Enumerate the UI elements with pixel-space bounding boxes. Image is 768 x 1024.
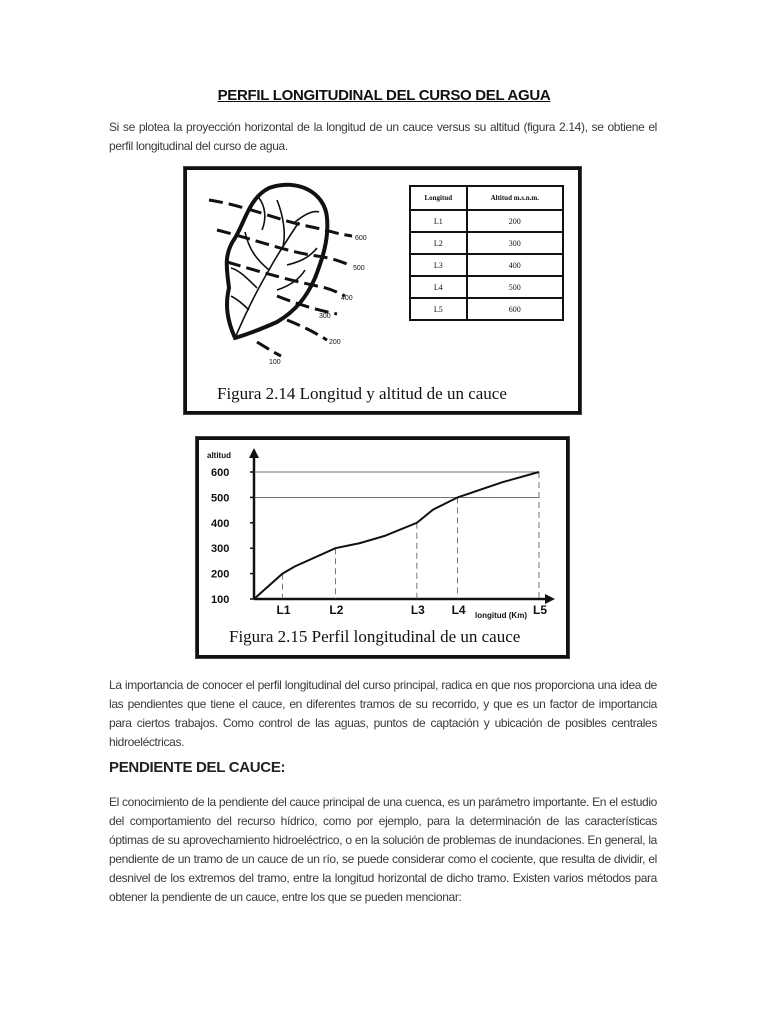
contour-label: 100 (269, 359, 281, 366)
table-cell: 600 (467, 298, 563, 320)
contour-label: 300 (319, 313, 331, 320)
importance-paragraph: La importancia de conocer el perfil longitudinal del curso principal, radica en que nos proporciona una idea de las pendientes que tiene el cauce, en diferentes tramos de su recorrido, y que es un factor de importancia para ciertos trabajos. Como control de las aguas, puntos de captación y ubicación de posibles centrales hidroeléctricas. (109, 678, 657, 749)
contour-label: 200 (329, 339, 341, 346)
table-row (410, 210, 563, 232)
section-heading: PENDIENTE DEL CAUCE: (109, 759, 286, 776)
table-cell: 200 (467, 210, 563, 232)
table-header: Altitud m.s.n.m. (467, 186, 563, 210)
table-header: Longitud (410, 186, 467, 210)
y-tick-label: 200 (211, 568, 230, 581)
figure-caption: Figura 2.15 Perfil longitudinal de un cauce (229, 627, 521, 646)
table-cell: 300 (467, 232, 563, 254)
x-tick-label: L5 (533, 603, 548, 617)
intro-paragraph: Si se plotea la proyección horizontal de la longitud de un cauce versus su altitud (figura 2.14), se obtiene el perfil longitudinal del curso de agua. (109, 120, 657, 153)
table-row (410, 276, 563, 298)
table-cell: 500 (467, 276, 563, 298)
table-cell: L2 (410, 232, 467, 254)
y-tick-label: 300 (211, 543, 230, 556)
table-cell: L3 (410, 254, 467, 276)
figure-caption: Figura 2.14 Longitud y altitud de un cauce (217, 384, 507, 403)
contour-lines (209, 200, 352, 356)
y-tick-label: 100 (211, 594, 230, 606)
contour-label: 500 (353, 265, 365, 272)
x-tick-label: L3 (410, 603, 425, 617)
x-tick-label: L2 (329, 603, 344, 617)
x-axis-label: longitud (Km) (475, 611, 527, 620)
y-tick-label: 500 (211, 492, 230, 505)
table-row (410, 298, 563, 320)
table-row (410, 254, 563, 276)
table-cell: L1 (410, 210, 467, 232)
profile-line (254, 472, 539, 599)
table-row (410, 232, 563, 254)
figure-2-14 (184, 167, 581, 414)
table-cell: 400 (467, 254, 563, 276)
figure-2-15 (196, 437, 569, 658)
contour-label: 600 (355, 235, 367, 242)
y-tick-label: 600 (211, 467, 230, 479)
contour-label: 400 (341, 295, 353, 302)
x-tick-label: L4 (451, 603, 466, 617)
y-axis-arrow (249, 448, 259, 458)
x-tick-label: L1 (276, 603, 291, 617)
altitude-table (409, 185, 564, 321)
y-axis-label: altitud (207, 451, 231, 460)
table-cell: L4 (410, 276, 467, 298)
y-tick-label: 400 (211, 517, 230, 530)
slope-paragraph: El conocimiento de la pendiente del cauce principal de una cuenca, es un parámetro importante. En el estudio del comportamiento del recurso hídrico, como por ejemplo, para la determinación de las características óptimas de su aprovechamiento hidroeléctrico, o en la solución de problemas de inundaciones. En general, la pendiente de un tramo de un cauce de un río, se puede considerar como el cociente, que resulta de dividir, el desnivel de los extremos del tramo, entre la longitud horizontal de dicho tramo. Existen varios métodos para obtener la pendiente de un cauce, entre los que se pueden mencionar: (109, 795, 657, 904)
page-title: PERFIL LONGITUDINAL DEL CURSO DEL AGUA (217, 87, 551, 104)
profile-chart (199, 440, 566, 655)
table-cell: L5 (410, 298, 467, 320)
